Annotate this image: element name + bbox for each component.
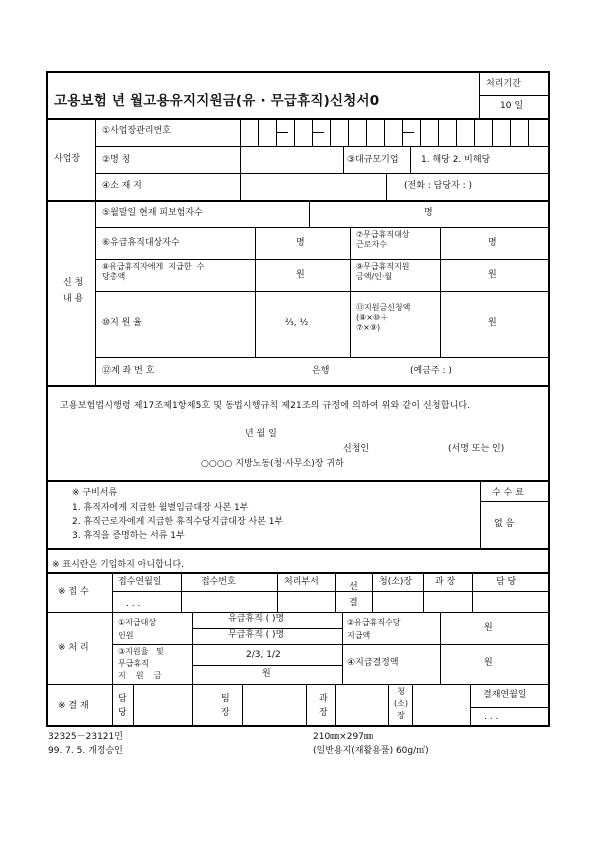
approval-head: 청 (소) 장 xyxy=(394,687,408,720)
contact-field[interactable]: (전화 : 담당자 : ) xyxy=(404,181,473,191)
unpaid-support-unit: 원 xyxy=(488,270,497,280)
form-approved: 99. 7. 5. 개정승인 xyxy=(48,746,123,756)
receipt-number-label: 접수번호 xyxy=(201,577,236,587)
approver-director: 청(소)장 xyxy=(379,577,413,587)
paper-size: 210㎜×297㎜ xyxy=(313,732,373,742)
approver-manager: 과 장 xyxy=(435,577,456,587)
support-rate-label: ⑩지 원 율 xyxy=(102,318,142,328)
processing-label: ※ 처 리 xyxy=(58,643,89,653)
paid-leave-count[interactable]: 유급휴직 ( )명 xyxy=(228,614,285,624)
decided-amount-unit: 원 xyxy=(484,658,493,668)
support-request-unit: 원 xyxy=(488,318,497,328)
account-bank: 은행 xyxy=(312,366,330,376)
approval-section: 과 장 xyxy=(319,694,328,718)
attachment-item: 2. 휴직근로자에게 지급한 휴직수당지급대장 사본 1부 xyxy=(72,517,284,527)
support-rate-value: ⅔, ½ xyxy=(285,318,309,328)
approval-team: 팀 장 xyxy=(221,694,230,718)
target-count-label: ①지급대상 인원 xyxy=(118,618,157,640)
month-end-unit: 명 xyxy=(424,208,433,218)
receipt-dept-label: 처리부서 xyxy=(284,577,319,587)
approver-staff: 담 당 xyxy=(496,577,517,587)
rate-unit: 원 xyxy=(262,669,271,679)
signature-label[interactable]: (서명 또는 인) xyxy=(448,444,505,454)
rate-label: ③지원율 및 무급휴직 지 원 금 xyxy=(118,647,164,680)
attachment-item: 1. 휴직자에게 지급한 월별임금대장 사본 1부 xyxy=(72,503,249,513)
month-end-label: ⑤월말일 현재 피보험자수 xyxy=(102,208,203,218)
office-note: ※ 표시란은 기입하지 아니합니다. xyxy=(52,560,185,570)
decided-amount-label: ④지급결정액 xyxy=(347,658,399,668)
recipient-label: ○○○○ 지방노동(청·사무소)장 귀하 xyxy=(201,459,344,469)
declaration-date[interactable]: 년 월 일 xyxy=(245,429,277,439)
unpaid-target-unit: 명 xyxy=(488,238,497,248)
employer-section-label: 사업장 xyxy=(54,154,81,164)
unpaid-target-label: ⑦무급휴직대상 근로자수 xyxy=(356,230,410,249)
attachments-title: ※ 구비서류 xyxy=(72,488,118,498)
receipt-label: ※ 접 수 xyxy=(58,587,89,597)
approval-staff: 담 당 xyxy=(118,694,127,718)
processing-period-value: 10 일 xyxy=(500,101,524,111)
declaration-text: 고용보험법시행령 제17조제1항제5호 및 동법시행규칙 제21조의 규정에 의하여 위와 같이 신청합니다. xyxy=(60,401,471,411)
large-co-options[interactable]: 1. 해당 2. 비해당 xyxy=(421,155,491,165)
rate-value: 2/3, 1/2 xyxy=(246,650,281,660)
approval-date-label: 결재연월일 xyxy=(483,690,527,700)
receipt-date-value[interactable]: . . . xyxy=(126,599,141,609)
paid-target-unit: 명 xyxy=(296,238,305,248)
account-label: ⑫계 좌 번 호 xyxy=(102,366,155,376)
large-co-label: ③대규모기업 xyxy=(347,155,399,165)
address-label: ④소 재 지 xyxy=(102,181,142,191)
unpaid-leave-count[interactable]: 무급휴직 ( )명 xyxy=(228,630,285,640)
approval-date-value[interactable]: . . . xyxy=(484,712,499,722)
attachment-item: 3. 휴직을 증명하는 서류 1부 xyxy=(72,531,185,541)
paper-type: (일반용지(재활용품) 60g/㎡) xyxy=(313,746,429,756)
receipt-approval-label: 선 결 xyxy=(349,582,358,608)
application-section-label-1: 신 청 xyxy=(63,278,84,288)
proc-paid-allowance-unit: 원 xyxy=(484,623,493,633)
fee-label: 수 수 료 xyxy=(492,488,524,498)
support-request-label: ⑪지원금신청액 (⑧×⑩＋ ⑦×⑨) xyxy=(356,303,411,332)
receipt-date-label: 접수연월일 xyxy=(118,577,162,587)
applicant-label: 신청인 xyxy=(343,444,370,454)
mgmt-no-label: ①사업장관리번호 xyxy=(102,126,171,136)
form-code: 32325－23121민 xyxy=(48,732,123,742)
name-label: ②명 칭 xyxy=(102,155,131,165)
approval-label: ※ 결 재 xyxy=(58,701,89,711)
unpaid-support-label: ⑨무급휴직지원 금액/인·월 xyxy=(356,262,410,281)
application-section-label-2: 내 용 xyxy=(63,294,84,304)
fee-value: 없 음 xyxy=(494,519,515,529)
paid-allowance-unit: 원 xyxy=(296,270,305,280)
processing-period-label: 처리기간 xyxy=(486,79,521,89)
paid-target-label: ⑥유급휴직대상자수 xyxy=(102,238,180,248)
account-holder[interactable]: (예금주 : ) xyxy=(410,366,452,376)
form-title: 고용보험 년 월고용유지지원금(유 · 무급휴직)신청서0 xyxy=(54,93,380,109)
proc-paid-allowance-label: ②유급휴직수당 지급액 xyxy=(347,618,401,640)
paid-allowance-label: ⑧유급휴직자에게 지급한 수 당총액 xyxy=(102,262,205,281)
